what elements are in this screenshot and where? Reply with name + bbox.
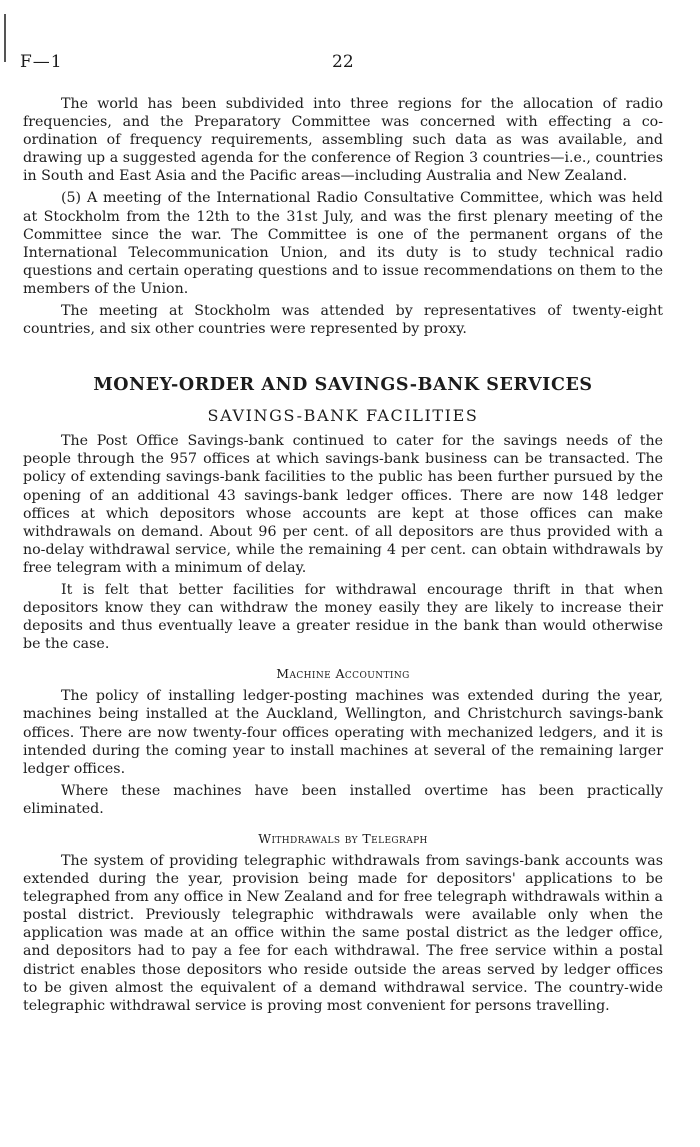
scan-edge-mark — [4, 14, 6, 62]
paragraph-consultative-committee: (5) A meeting of the International Radio Consultative Committee, which was held at Stockholm from the 12th to the 31st July, and was the first plenary meeting of the Committee since the war. The Committee is one of the permanent organs of the International Telecommunication Union, and its duty is to study technical radio questions and certain operating questions and to issue recommendations on them to the members of the Union. — [23, 190, 663, 297]
withdrawals-heading: Withdrawals by Telegraph — [258, 831, 428, 846]
paragraph-telegraphic-withdrawals: The system of providing telegraphic withdrawals from savings-bank accounts was extended during the year, provision being made for depositors' applications to be telegraphed from any office in New Zealand and for free telegraph withdrawals within a postal district. Previously telegraphic withdrawals were available only when the application was made at an office within the same postal district as the ledger office, and depositors had to pay a fee for each withdrawal. The free service within a postal district enables those depositors who reside outside the areas served by ledger offices to be given almost the equivalent of a demand withdrawal service. The country-wide telegraphic withdrawal service is proving most convenient for persons travelling. — [23, 853, 663, 1014]
paragraph-stockholm-attendance: The meeting at Stockholm was attended by representatives of twenty-eight countries, and six other countries were represented by proxy. — [23, 303, 663, 338]
paragraph-ledger-machines: The policy of installing ledger-posting machines was extended during the year, machines being installed at the Auckland, Wellington, and Christchurch savings-bank offices. There are now twenty-four offices operating with mechanized ledgers, and it is intended during the coming year to install machines at several of the remaining larger ledger offices. — [23, 688, 663, 777]
page-body — [23, 95, 663, 1015]
section-subheading: SAVINGS-BANK FACILITIES — [207, 406, 479, 426]
paragraph-thrift: It is felt that better facilities for withdrawal encourage thrift in that when depositors know they can withdraw the money easily they are likely to increase their deposits and thus eventually leave a greater residue in the bank than would otherwise be the case. — [23, 581, 663, 653]
document-reference: F—1 — [20, 52, 63, 72]
paragraph-radio-regions: The world has been subdivided into three regions for the allocation of radio frequencies, and the Preparatory Committee was concerned with effecting a co-ordination of frequency requirements, assembling such data as was available, and drawing up a suggested agenda for the conference of Region 3 countries—i.e., countries in South and East Asia and the Pacific areas—including Australia and New Zealand. — [23, 96, 663, 185]
page-number: 22 — [332, 52, 354, 72]
machine-accounting-heading: Machine Accounting — [276, 666, 410, 682]
paragraph-overtime: Where these machines have been installed overtime has been practically eliminated. — [23, 782, 663, 817]
section-heading: MONEY-ORDER AND SAVINGS-BANK SERVICES — [93, 375, 593, 396]
paragraph-savings-offices: The Post Office Savings-bank continued to cater for the savings needs of the people through the 957 offices at which savings-bank business can be transacted. The policy of extending savings-bank facilities to the public has been further pursued by the opening of an additional 43 savings-bank ledger offices. There are now 148 ledger offices at which depositors whose accounts are kept at those offices can make withdrawals on demand. About 96 per cent. of all depositors are thus provided with a no-delay withdrawal service, while the remaining 4 per cent. can obtain withdrawals by free telegram with a minimum of delay. — [23, 433, 663, 576]
